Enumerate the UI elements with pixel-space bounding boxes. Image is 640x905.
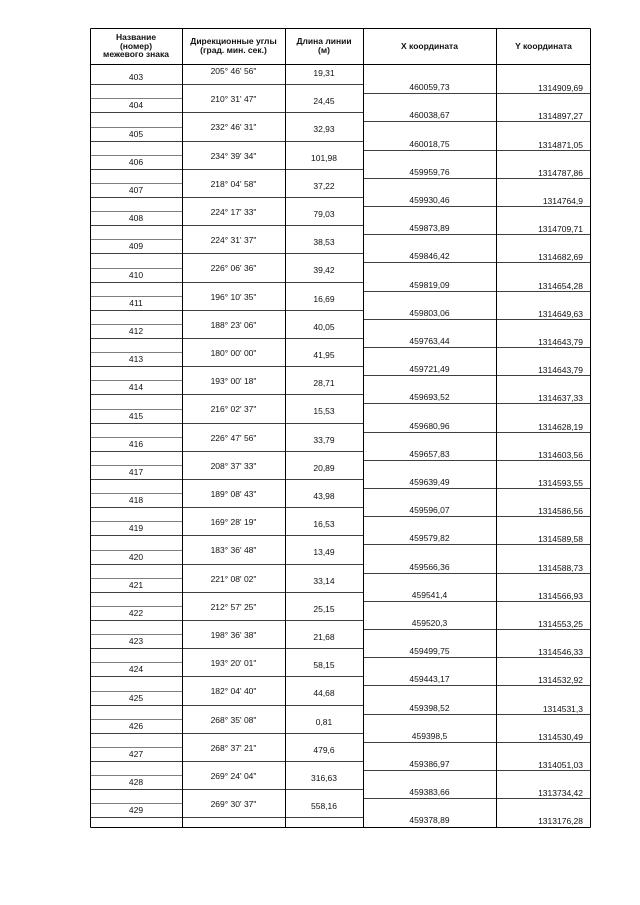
x-coordinate: 459398,5 [411, 730, 448, 741]
direction-angle: 268° 37' 21" [210, 742, 257, 753]
y-coordinate: 1314553,25 [538, 618, 583, 629]
y-coordinate-cell [496, 421, 591, 433]
direction-angle: 210° 31' 47" [210, 94, 257, 105]
x-coordinate: 459443,17 [409, 674, 450, 685]
y-coordinate: 1314051,03 [538, 759, 583, 770]
y-coordinate: 1314593,55 [538, 477, 583, 488]
direction-angle: 169° 28' 19" [210, 517, 257, 528]
x-coordinate: 459566,36 [409, 561, 450, 572]
marker-name: 414 [128, 382, 144, 393]
header-y-text: Y координата [515, 40, 572, 51]
marker-name: 429 [128, 805, 144, 816]
direction-angle: 188° 23' 06" [210, 319, 257, 330]
marker-name: 413 [128, 354, 144, 365]
line-length: 479,6 [313, 744, 335, 755]
y-coordinate-cell [496, 139, 591, 151]
x-coordinate: 460059,73 [409, 82, 450, 93]
direction-angle: 193° 20' 01" [210, 658, 257, 669]
line-length: 558,16 [311, 801, 337, 812]
x-coordinate: 459520,3 [411, 617, 448, 628]
direction-angle: 224° 17' 33" [210, 207, 257, 217]
y-coordinate-cell [496, 449, 591, 461]
x-coordinate: 459873,89 [409, 223, 450, 234]
direction-angle: 269° 30' 37" [210, 799, 257, 810]
marker-name: 421 [128, 579, 144, 590]
marker-name: 417 [128, 466, 144, 477]
line-length: 24,45 [313, 96, 335, 107]
y-coordinate-cell [496, 477, 591, 489]
line-length: 0,81 [315, 716, 333, 727]
marker-name: 423 [128, 636, 144, 647]
line-length: 44,68 [313, 688, 335, 699]
y-coordinate-cell [496, 364, 591, 376]
x-coordinate: 459383,66 [409, 787, 450, 798]
x-coordinate: 459398,52 [409, 702, 450, 713]
y-coordinate: 1314588,73 [538, 562, 583, 573]
line-length: 101,98 [311, 152, 337, 163]
direction-angle: 212° 57' 25" [210, 601, 257, 612]
marker-name: 406 [128, 156, 144, 167]
marker-name: 419 [128, 523, 144, 534]
line-length: 39,42 [313, 265, 335, 276]
line-length: 16,53 [313, 519, 335, 530]
x-coordinate: 460038,67 [409, 110, 450, 121]
y-coordinate: 1314530,49 [538, 731, 583, 742]
header-y [496, 28, 591, 64]
x-coordinate: 459579,82 [409, 533, 450, 544]
x-coordinate: 459721,49 [409, 364, 450, 375]
x-coordinate: 459803,06 [409, 307, 450, 318]
line-length: 25,15 [313, 603, 335, 614]
header-name [90, 28, 182, 64]
x-coordinate: 459378,89 [409, 815, 450, 826]
y-coordinate: 1314643,79 [538, 336, 583, 347]
y-coordinate-cell [496, 731, 591, 743]
marker-name: 420 [128, 551, 144, 562]
x-coordinate: 459386,97 [409, 758, 450, 769]
y-coordinate-cell [496, 223, 591, 235]
direction-angle: 226° 06' 36" [210, 263, 257, 274]
marker-name: 427 [128, 748, 144, 759]
direction-angle: 232° 46' 31" [210, 122, 257, 133]
y-coordinate-cell [496, 590, 591, 602]
direction-angle: 182° 04' 40" [210, 686, 257, 697]
y-coordinate-cell [496, 646, 591, 658]
header-angle [182, 28, 285, 64]
x-coordinate: 459693,52 [409, 392, 450, 403]
line-length: 19,31 [313, 68, 335, 78]
x-coordinate: 460018,75 [409, 138, 450, 149]
direction-angle: 180° 00' 00" [210, 348, 257, 358]
direction-angle: 216° 02' 37" [210, 404, 257, 415]
y-coordinate: 1314897,27 [538, 111, 583, 122]
y-coordinate: 1314682,69 [538, 252, 583, 263]
y-coordinate: 1313176,28 [538, 816, 583, 827]
header-x-text: X координата [401, 40, 458, 51]
y-coordinate-cell [496, 505, 591, 517]
marker-name: 428 [128, 777, 144, 788]
x-coordinate: 459763,44 [409, 335, 450, 346]
y-coordinate-cell [496, 759, 591, 771]
marker-name: 412 [128, 325, 144, 336]
y-coordinate-cell [496, 618, 591, 630]
y-coordinate-cell [496, 787, 591, 799]
x-coordinate: 459959,76 [409, 166, 450, 177]
direction-angle: 196° 10' 35" [210, 291, 257, 302]
marker-name: 411 [129, 297, 143, 308]
header-length [285, 28, 363, 64]
direction-angle: 205° 46' 56" [210, 66, 257, 76]
y-coordinate: 1314654,28 [538, 280, 583, 291]
line-length: 40,05 [313, 321, 335, 332]
line-length: 33,79 [313, 434, 335, 445]
header-name-text: Название (номер) межевого знака [103, 31, 169, 60]
line-length: 20,89 [313, 462, 335, 473]
marker-name: 404 [128, 100, 144, 111]
y-coordinate-cell [496, 336, 591, 348]
line-length: 37,22 [313, 180, 335, 191]
direction-angle: 221° 08' 02" [210, 573, 257, 584]
y-coordinate-cell [496, 167, 591, 179]
line-length: 21,68 [313, 632, 335, 642]
y-coordinate: 1314603,56 [538, 449, 583, 460]
line-length: 28,71 [313, 378, 335, 389]
marker-name: 416 [128, 438, 144, 449]
y-coordinate-cell [496, 533, 591, 545]
marker-name: 407 [128, 184, 144, 195]
marker-name: 422 [128, 607, 144, 618]
y-coordinate: 1314586,56 [538, 506, 583, 517]
y-coordinate: 1314709,71 [538, 224, 583, 235]
y-coordinate-cell [496, 703, 591, 715]
x-coordinate: 459639,49 [409, 476, 450, 487]
y-coordinate: 1314649,63 [538, 308, 583, 319]
line-length: 41,95 [313, 350, 335, 360]
x-coordinate: 459596,07 [409, 505, 450, 516]
line-length: 58,15 [313, 660, 335, 671]
y-coordinate-cell [496, 392, 591, 404]
marker-name: 415 [128, 410, 144, 421]
y-coordinate: 1314531,3 [542, 703, 583, 714]
y-coordinate: 1314546,33 [538, 647, 583, 658]
direction-angle: 226° 47' 56" [210, 432, 257, 443]
line-length: 13,49 [313, 547, 335, 558]
line-length: 32,93 [313, 124, 335, 135]
direction-angle: 224° 31' 37" [210, 235, 257, 246]
y-coordinate-cell [496, 280, 591, 292]
y-coordinate-cell [496, 562, 591, 574]
y-coordinate: 1314871,05 [538, 139, 583, 150]
y-coordinate: 1314764,9 [542, 195, 583, 206]
y-coordinate-cell [496, 674, 591, 686]
line-length: 15,53 [313, 406, 335, 417]
line-length: 316,63 [311, 773, 337, 783]
y-coordinate-cell [496, 82, 591, 94]
x-coordinate: 459846,42 [409, 251, 450, 262]
direction-angle: 193° 00' 18" [210, 376, 257, 387]
x-coordinate: 459499,75 [409, 646, 450, 657]
header-angle-text: Дирекционные углы (град. мин. сек.) [190, 36, 277, 55]
direction-angle: 189° 08' 43" [210, 489, 257, 499]
x-coordinate: 459930,46 [409, 194, 450, 205]
marker-name: 409 [128, 241, 144, 252]
y-coordinate: 1314532,92 [538, 675, 583, 686]
direction-angle: 234° 39' 34" [210, 150, 257, 161]
y-coordinate: 1314566,93 [538, 590, 583, 601]
direction-angle: 208° 37' 33" [210, 460, 257, 471]
marker-name: 403 [128, 72, 144, 83]
y-coordinate: 1314628,19 [538, 421, 583, 432]
marker-name: 408 [128, 213, 144, 224]
line-length: 33,14 [313, 575, 335, 586]
x-coordinate: 459819,09 [409, 279, 450, 290]
y-coordinate: 1314637,33 [538, 393, 583, 404]
line-length: 16,69 [313, 293, 335, 304]
line-length: 38,53 [313, 237, 335, 248]
y-coordinate: 1314787,86 [538, 167, 583, 178]
y-coordinate-cell [496, 251, 591, 263]
line-length: 79,03 [313, 209, 335, 219]
x-coordinate: 459541,4 [411, 589, 448, 600]
direction-angle: 218° 04' 58" [210, 178, 257, 189]
y-coordinate: 1314589,58 [538, 534, 583, 545]
marker-name: 425 [128, 692, 144, 703]
direction-angle: 198° 36' 38" [210, 630, 257, 640]
y-coordinate-cell [496, 195, 591, 207]
marker-name: 426 [128, 720, 144, 731]
direction-angle: 269° 24' 04" [210, 771, 257, 781]
header-x [363, 28, 496, 64]
y-coordinate: 1314643,79 [538, 365, 583, 376]
line-length: 43,98 [313, 491, 335, 501]
y-coordinate: 1314909,69 [538, 83, 583, 94]
coordinates-table [90, 28, 591, 828]
direction-angle: 183° 36' 48" [210, 545, 257, 556]
marker-name: 418 [128, 495, 144, 506]
direction-angle: 268° 35' 08" [210, 714, 257, 725]
y-coordinate-cell [496, 308, 591, 320]
y-coordinate: 1313734,42 [538, 788, 583, 799]
y-coordinate-cell [496, 815, 591, 827]
x-coordinate: 459680,96 [409, 420, 450, 431]
y-coordinate-cell [496, 110, 591, 122]
x-coordinate: 459657,83 [409, 448, 450, 459]
marker-name: 405 [128, 128, 144, 139]
marker-name: 410 [128, 269, 144, 280]
header-length-text: Длина линии (м) [296, 36, 352, 55]
marker-name: 424 [128, 664, 144, 675]
